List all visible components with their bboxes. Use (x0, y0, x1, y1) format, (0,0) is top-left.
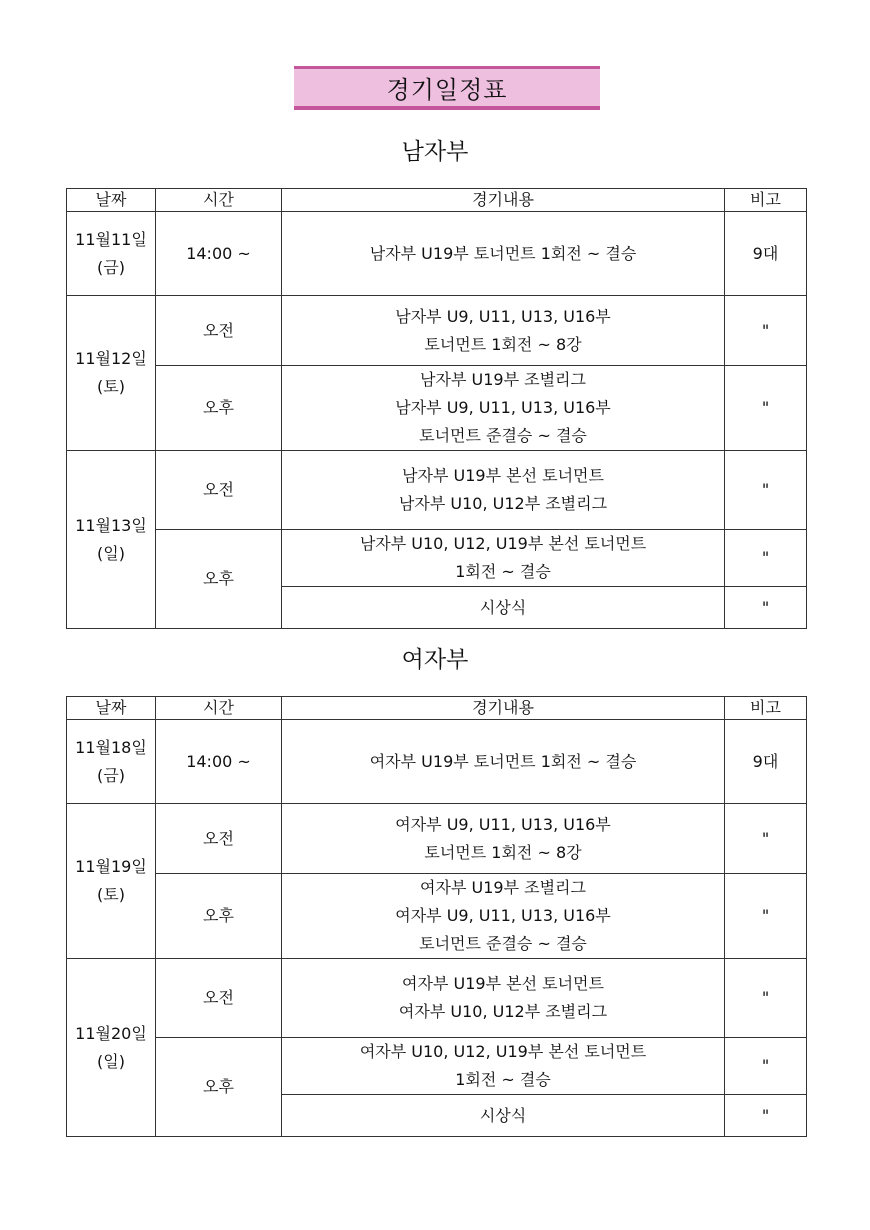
header-time: 시간 (156, 189, 282, 212)
table-header-row (67, 697, 807, 720)
header-date: 날짜 (67, 697, 156, 720)
header-content: 경기내용 (282, 189, 725, 212)
table-row (67, 296, 807, 366)
header-note: 비고 (725, 189, 807, 212)
women-schedule-table (66, 696, 807, 1137)
time-cell: 오후 (156, 366, 282, 451)
header-time: 시간 (156, 697, 282, 720)
content-cell: 남자부 U19부 조별리그 남자부 U9, U11, U13, U16부 토너먼트 준결승 ~ 결승 (282, 366, 725, 451)
date-cell: 11월13일 (일) (67, 451, 156, 629)
table-row (67, 1038, 807, 1095)
note-cell: " (725, 451, 807, 530)
date-cell: 11월11일 (금) (67, 212, 156, 296)
time-cell: 오후 (156, 530, 282, 629)
table-row (67, 720, 807, 804)
note-cell: " (725, 959, 807, 1038)
date-cell: 11월12일 (토) (67, 296, 156, 451)
header-date: 날짜 (67, 189, 156, 212)
content-cell: 남자부 U19부 토너먼트 1회전 ~ 결승 (282, 212, 725, 296)
table-row (67, 804, 807, 874)
content-cell: 여자부 U9, U11, U13, U16부 토너먼트 1회전 ~ 8강 (282, 804, 725, 874)
women-section-title: 여자부 (401, 647, 469, 673)
content-cell: 남자부 U10, U12, U19부 본선 토너먼트 1회전 ~ 결승 (282, 530, 725, 587)
table-row (67, 959, 807, 1038)
note-cell: " (725, 530, 807, 587)
header-content: 경기내용 (282, 697, 725, 720)
table-row (67, 530, 807, 587)
table-row (67, 874, 807, 959)
note-cell: 9대 (725, 720, 807, 804)
document-title: 경기일정표 (294, 66, 600, 110)
time-cell: 오전 (156, 804, 282, 874)
content-cell: 여자부 U19부 토너먼트 1회전 ~ 결승 (282, 720, 725, 804)
header-note: 비고 (725, 697, 807, 720)
content-cell: 시상식 (282, 1095, 725, 1137)
date-cell: 11월18일 (금) (67, 720, 156, 804)
note-cell: " (725, 874, 807, 959)
table-row (67, 366, 807, 451)
time-cell: 오전 (156, 959, 282, 1038)
time-cell: 14:00 ~ (156, 212, 282, 296)
time-cell: 오전 (156, 296, 282, 366)
table-header-row (67, 189, 807, 212)
content-cell: 여자부 U19부 본선 토너먼트 여자부 U10, U12부 조별리그 (282, 959, 725, 1038)
note-cell: " (725, 1095, 807, 1137)
table-row (67, 212, 807, 296)
content-cell: 남자부 U19부 본선 토너먼트 남자부 U10, U12부 조별리그 (282, 451, 725, 530)
content-cell: 여자부 U10, U12, U19부 본선 토너먼트 1회전 ~ 결승 (282, 1038, 725, 1095)
note-cell: " (725, 366, 807, 451)
note-cell: 9대 (725, 212, 807, 296)
note-cell: " (725, 296, 807, 366)
time-cell: 14:00 ~ (156, 720, 282, 804)
men-schedule-table (66, 188, 807, 629)
date-cell: 11월19일 (토) (67, 804, 156, 959)
men-section-title: 남자부 (401, 139, 469, 165)
note-cell: " (725, 587, 807, 629)
content-cell: 남자부 U9, U11, U13, U16부 토너먼트 1회전 ~ 8강 (282, 296, 725, 366)
time-cell: 오후 (156, 874, 282, 959)
table-row (67, 451, 807, 530)
time-cell: 오전 (156, 451, 282, 530)
note-cell: " (725, 804, 807, 874)
note-cell: " (725, 1038, 807, 1095)
content-cell: 시상식 (282, 587, 725, 629)
date-cell: 11월20일 (일) (67, 959, 156, 1137)
content-cell: 여자부 U19부 조별리그 여자부 U9, U11, U13, U16부 토너먼트 준결승 ~ 결승 (282, 874, 725, 959)
time-cell: 오후 (156, 1038, 282, 1137)
